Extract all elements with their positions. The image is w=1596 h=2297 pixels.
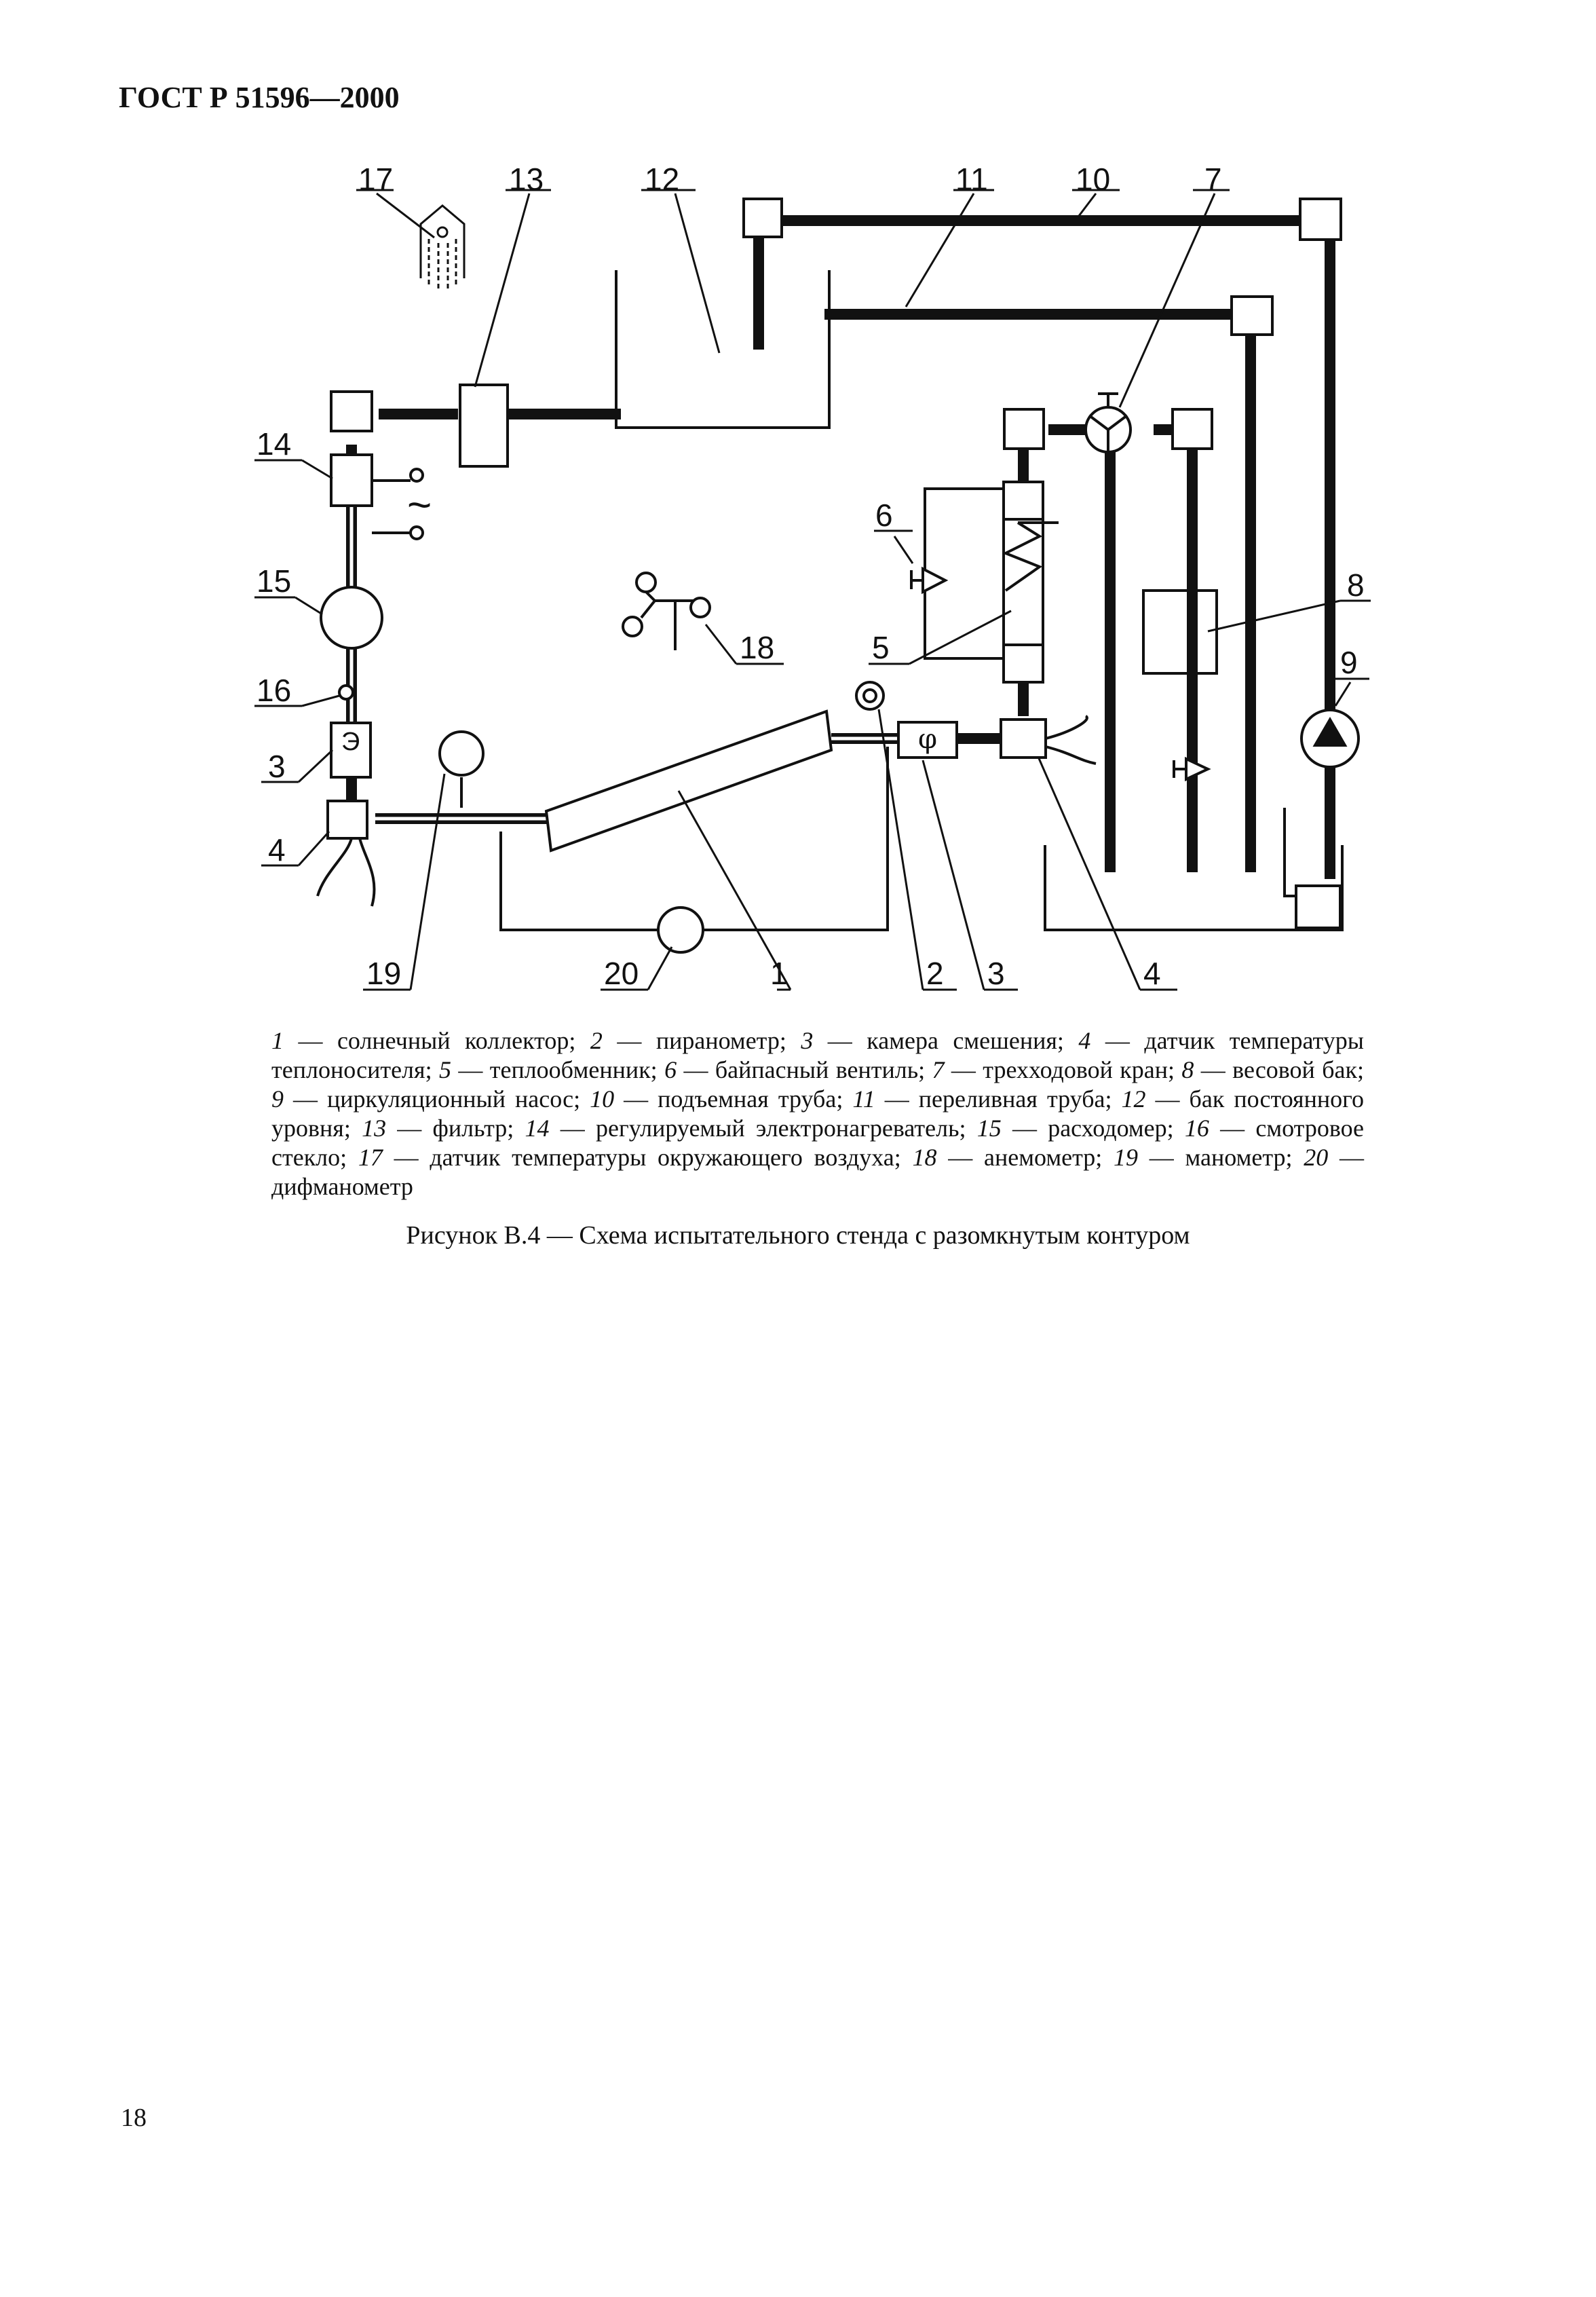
callout-14: 14 <box>256 426 292 462</box>
legend-item-text: — смотровое стекло; <box>271 1115 1364 1171</box>
legend-item-text: — весовой бак; <box>1194 1056 1364 1083</box>
legend-item-number: 14 <box>525 1115 550 1142</box>
legend-item <box>852 1085 1121 1113</box>
callout-4-right: 4 <box>1143 956 1161 991</box>
legend-item-number: 20 <box>1304 1144 1329 1171</box>
legend-item-text: — переливная труба; <box>875 1085 1122 1113</box>
legend-item <box>932 1056 1182 1083</box>
callout-3-left: 3 <box>268 749 286 784</box>
legend-item-text: — расходомер; <box>1001 1115 1185 1142</box>
legend-item-number: 8 <box>1181 1056 1194 1083</box>
legend-item-number: 5 <box>438 1056 451 1083</box>
legend-item-number: 9 <box>271 1085 284 1113</box>
legend-item-number: 3 <box>801 1027 814 1054</box>
legend-item-text: — дифманометр <box>271 1144 1365 1200</box>
legend-item-text: — подъемная труба; <box>614 1085 853 1113</box>
document-header: ГОСТ Р 51596—2000 <box>119 81 400 114</box>
legend-item <box>439 1056 664 1083</box>
callout-5: 5 <box>872 630 890 665</box>
legend-item-text: — датчик температуры теплоносителя; <box>271 1027 1364 1083</box>
callout-1: 1 <box>770 956 788 991</box>
callout-7: 7 <box>1204 162 1222 197</box>
callout-16: 16 <box>256 673 292 708</box>
callout-6: 6 <box>875 498 893 533</box>
callout-12: 12 <box>645 162 680 197</box>
legend-item-text: — трехходовой кран; <box>944 1056 1182 1083</box>
legend-item-number: 6 <box>664 1056 677 1083</box>
legend-item-number: 15 <box>976 1115 1002 1142</box>
legend-item-text: — камера смешения; <box>813 1027 1079 1054</box>
callout-10: 10 <box>1076 162 1111 197</box>
legend-item <box>1181 1056 1364 1083</box>
legend-item <box>977 1115 1185 1142</box>
legend-item-text: — анемометр; <box>936 1144 1114 1171</box>
callout-4-left: 4 <box>268 832 286 867</box>
flowmeter-symbol: φ <box>918 724 938 755</box>
legend-item <box>1114 1144 1304 1171</box>
legend-item <box>590 1085 852 1113</box>
legend-item-number: 7 <box>932 1056 945 1083</box>
callout-13: 13 <box>509 162 544 197</box>
legend-item-text: — пиранометр; <box>602 1027 801 1054</box>
thick-pipes <box>352 221 1330 879</box>
legend-item <box>590 1027 801 1054</box>
legend-item-number: 12 <box>1121 1085 1146 1113</box>
callout-18: 18 <box>740 630 775 665</box>
callout-8: 8 <box>1347 567 1365 603</box>
legend-item-text: — циркуляционный насос; <box>284 1085 590 1113</box>
figure-caption: Рисунок В.4 — Схема испытательного стенда с разомкнутым контуром <box>406 1221 1190 1250</box>
legend-item-text: — бак постоянного уровня; <box>271 1085 1364 1142</box>
legend-item <box>358 1144 913 1171</box>
legend-item <box>271 1027 590 1054</box>
callout-2: 2 <box>926 956 944 991</box>
legend-item-text: — манометр; <box>1138 1144 1304 1171</box>
callout-9: 9 <box>1340 645 1358 680</box>
callout-20: 20 <box>604 956 639 991</box>
legend-item-number: 13 <box>362 1115 387 1142</box>
legend-item-number: 17 <box>358 1144 383 1171</box>
page-number: 18 <box>121 2104 147 2132</box>
legend-item <box>362 1115 525 1142</box>
callout-19: 19 <box>366 956 402 991</box>
heater-supply-symbol: ~ <box>407 482 432 529</box>
legend-item-text: — фильтр; <box>386 1115 525 1142</box>
legend-item-number: 1 <box>271 1027 284 1054</box>
legend-item-number: 10 <box>590 1085 615 1113</box>
test-stand-diagram <box>0 0 1596 1005</box>
legend-item-text: — регулируемый электронагреватель; <box>549 1115 977 1142</box>
legend-item <box>271 1085 590 1113</box>
callout-3-right: 3 <box>987 956 1005 991</box>
mixing-chamber-symbol: Э <box>341 728 360 756</box>
callout-15: 15 <box>256 563 292 599</box>
legend-item-text: — солнечный коллектор; <box>284 1027 590 1054</box>
figure-legend <box>271 1026 1364 1201</box>
legend-item-number: 11 <box>852 1085 875 1113</box>
legend-item-number: 19 <box>1114 1144 1139 1171</box>
legend-item <box>525 1115 977 1142</box>
legend-item <box>913 1144 1114 1171</box>
legend-item-text: — байпасный вентиль; <box>677 1056 932 1083</box>
legend-item-number: 2 <box>590 1027 603 1054</box>
legend-item-text: — теплообменник; <box>451 1056 665 1083</box>
legend-item-text: — датчик температуры окружающего воздуха; <box>382 1144 913 1171</box>
legend-item <box>801 1027 1078 1054</box>
legend-item-number: 18 <box>912 1144 937 1171</box>
callout-11: 11 <box>955 162 988 197</box>
callout-17: 17 <box>358 162 394 197</box>
legend-item-number: 16 <box>1184 1115 1209 1142</box>
legend-item <box>664 1056 932 1083</box>
legend-item-number: 4 <box>1078 1027 1091 1054</box>
